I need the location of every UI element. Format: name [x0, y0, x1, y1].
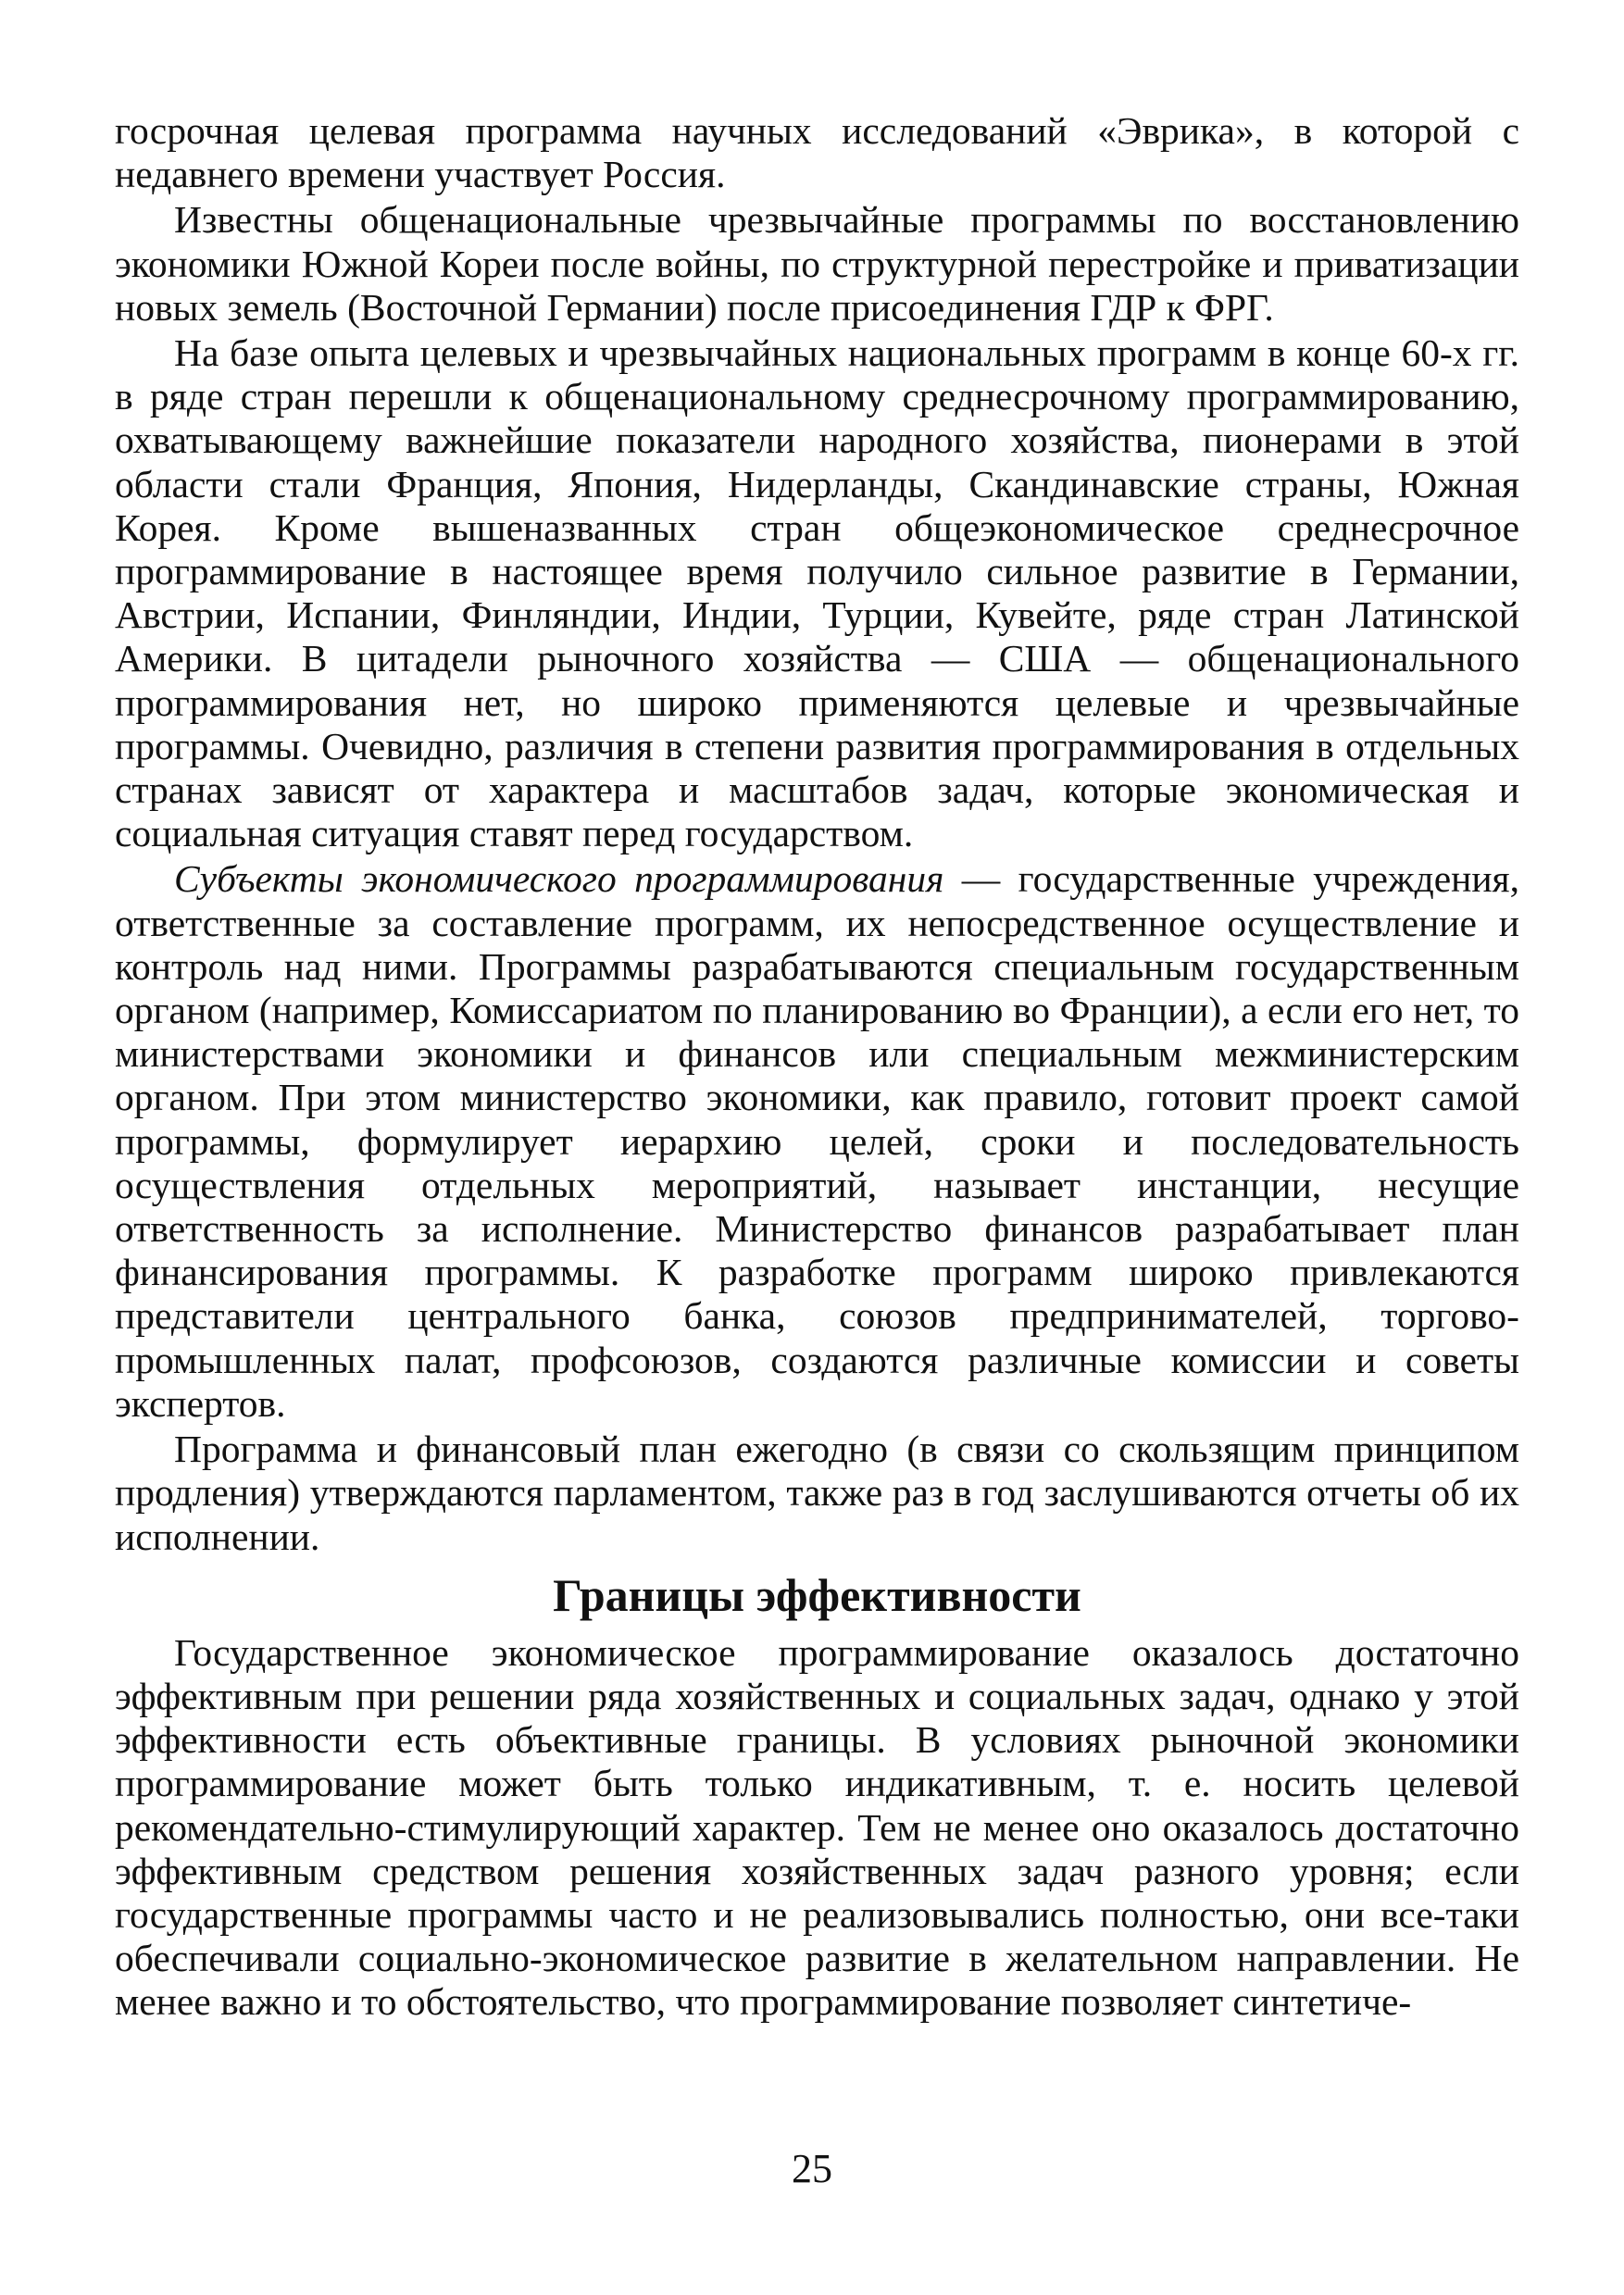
- paragraph-parliament-approval: Программа и финансовый план ежегодно (в связи со скользящим принципом продления) утверждаются парламентом, также раз в год заслушиваются отчеты об их исполнении.: [115, 1428, 1519, 1558]
- paragraph-medium-term-programming: На базе опыта целевых и чрезвычайных национальных программ в конце 60-х гг. в ряде стран перешли к общенациональному среднесрочному программированию, охватывающему важнейшие показатели народного хозяйства, пионерами в этой области стали Франция, Япония, Нидерланды, Скандинавские страны, Южная Корея. Кроме вышеназванных стран общеэкономическое среднесрочное программирование в настоящее время получило сильное развитие в Германии, Австрии, Испании, Финляндии, Индии, Турции, Кувейте, ряде стран Латинской Америки. В цитадели рыночного хозяйства — США — общенационального программирования нет, но широко применяются целевые и чрезвычайные программы. Очевидно, различия в степени развития программирования в отдельных странах зависят от характера и масштабов задач, которые экономическая и социальная ситуация ставят перед государством.: [115, 331, 1519, 855]
- paragraph-efficiency-limits: Государственное экономическое программирование оказалось достаточно эффективным при решении ряда хозяйственных и социальных задач, однако у этой эффективности есть объективные границы. В условиях рыночной экономики программирование может быть только индикативным, т. е. носить целевой рекомендательно-стимулирующий характер. Тем не менее оно оказалось достаточно эффективным средством решения хозяйственных задач разного уровня; если государственные программы часто и не реализовывались полностью, они все-таки обеспечивали социально-экономическое развитие в желательном направлении. Не менее важно и то обстоятельство, что программирование позволяет синтетиче-: [115, 1630, 1519, 2024]
- paragraph-continuation: госрочная целевая программа научных исследований «Эврика», в которой с недавнего времени участвует Россия.: [115, 109, 1519, 196]
- term-subjects-italic: Субъекты экономического программирования: [174, 857, 944, 901]
- section-heading: Границы эффективности: [553, 1568, 1081, 1621]
- page-number: 25: [792, 2146, 832, 2191]
- page-body: [115, 109, 1519, 2025]
- paragraph-emergency-programs: Известны общенациональные чрезвычайные программы по восстановлению экономики Южной Кореи после войны, по структурной перестройке и приватизации новых земель (Восточной Германии) после присоединения ГДР к ФРГ.: [115, 198, 1519, 329]
- paragraph-subjects-text: — государственные учреждения, ответственные за составление программ, их непосредственное осуществление и контроль над ними. Программы разрабатываются специальным государственным органом (например, Комиссариатом по планированию во Франции), а если его нет, то министерствами экономики и финансов или специальным межминистерским органом. При этом министерство экономики, как правило, готовит проект самой программы, формулирует иерархию целей, сроки и последовательность осуществления отдельных мероприятий, называет инстанции, несущие ответственность за исполнение. Министерство финансов разрабатывает план финансирования программы. К разработке программ широко привлекаются представители центрального банка, союзов предпринимателей, торгово-промышленных палат, профсоюзов, создаются различные комиссии и советы экспертов.: [115, 857, 1519, 1425]
- paragraph-subjects-of-programming: [115, 857, 1519, 1426]
